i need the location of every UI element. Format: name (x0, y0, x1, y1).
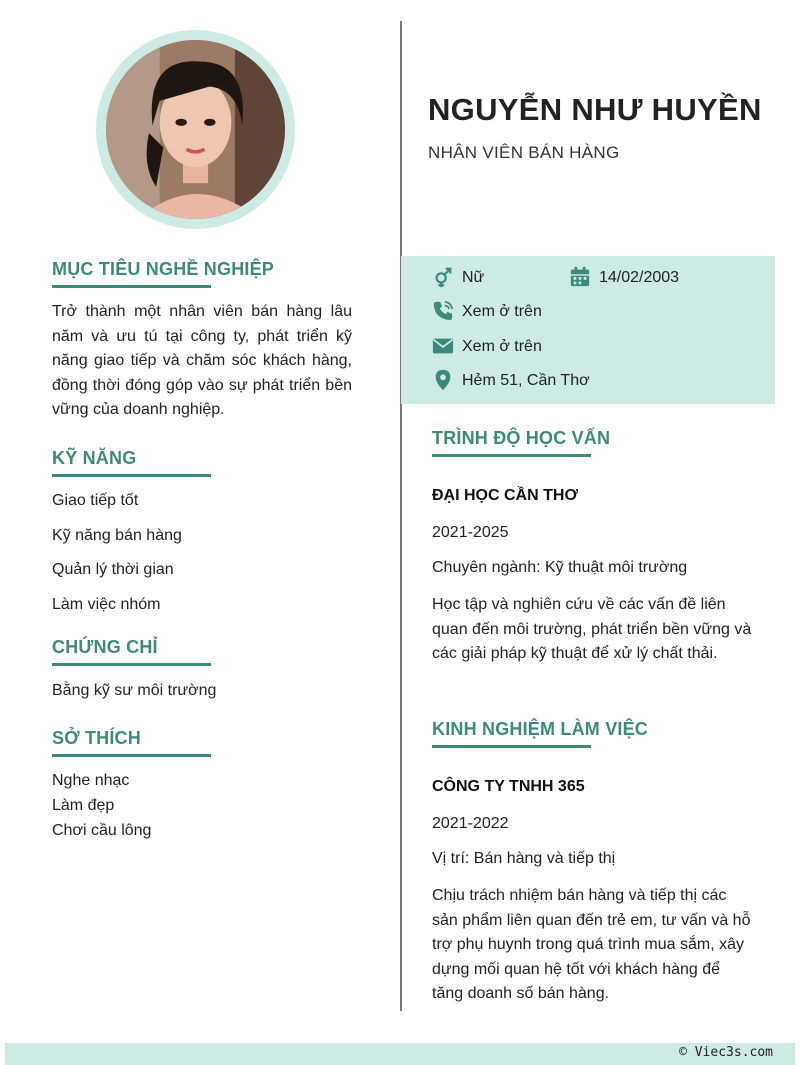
calendar-icon (569, 266, 591, 288)
hobbies-title: SỞ THÍCH (52, 728, 141, 748)
certificates-heading (52, 637, 352, 666)
candidate-role: NHÂN VIÊN BÁN HÀNG (428, 143, 620, 162)
hobbies-underline (52, 754, 211, 757)
education-period: 2021-2025 (432, 524, 509, 541)
certificates-title: CHỨNG CHỈ (52, 637, 158, 657)
skill-item: Quản lý thời gian (52, 561, 174, 578)
birthdate-value: 14/02/2003 (599, 269, 680, 286)
skill-item: Giao tiếp tốt (52, 492, 139, 509)
address-value: Hẻm 51, Cần Thơ (462, 372, 590, 389)
experience-period: 2021-2022 (432, 815, 509, 832)
avatar (106, 40, 285, 219)
contact-panel (401, 256, 775, 404)
education-heading (432, 428, 610, 457)
certificate-item: Bằng kỹ sư môi trường (52, 682, 217, 699)
education-description: Học tập và nghiên cứu về các vấn đề liên quan đến môi trường, phát triển bền vững và các giải pháp kỹ thuật để xử lý chất thải. (432, 596, 752, 663)
education-underline (432, 454, 591, 457)
objective-underline (52, 285, 211, 288)
objective-text: Trở thành một nhân viên bán hàng lâu năm và ưu tú tại công ty, phát triển kỹ năng giao tiếp và chăm sóc khách hàng, đồng thời đóng góp vào sự phát triển bền vững của doanh nghiệp. (52, 303, 352, 419)
column-divider (400, 21, 402, 1011)
education-major: Chuyên ngành: Kỹ thuật môi trường (432, 559, 688, 576)
certificates-underline (52, 663, 211, 666)
phone-value: Xem ở trên (462, 303, 542, 320)
phone-icon (432, 300, 454, 322)
gender-icon (432, 266, 454, 288)
email-value: Xem ở trên (462, 338, 542, 355)
skill-item: Làm việc nhóm (52, 596, 161, 613)
education-title: TRÌNH ĐỘ HỌC VẤN (432, 428, 611, 448)
experience-description: Chịu trách nhiệm bán hàng và tiếp thị các sản phẩm liên quan đến trẻ em, tư vấn và hỗ trợ phụ huynh trong quá trình mua sắm, xây dựng mối quan hệ tốt với khách hàng để tăng doanh số bán hàng. (432, 887, 751, 1003)
envelope-icon (432, 335, 454, 357)
experience-position: Vị trí: Bán hàng và tiếp thị (432, 850, 616, 867)
location-pin-icon (432, 369, 454, 391)
experience-heading (432, 719, 648, 748)
objective-title: MỤC TIÊU NGHỀ NGHIỆP (52, 259, 275, 279)
footer-copyright: © Viec3s.com (679, 1045, 773, 1060)
candidate-name: NGUYỄN NHƯ HUYỀN (428, 92, 762, 127)
skills-title: KỸ NĂNG (52, 448, 137, 468)
avatar-frame (96, 30, 295, 229)
skills-underline (52, 474, 211, 477)
objective-heading (52, 259, 352, 288)
experience-underline (432, 745, 591, 748)
skill-item: Kỹ năng bán hàng (52, 527, 182, 544)
hobby-item: Làm đẹp (52, 797, 115, 814)
hobby-item: Nghe nhạc (52, 772, 130, 789)
footer-bar (5, 1043, 795, 1065)
education-school: ĐẠI HỌC CẦN THƠ (432, 487, 579, 504)
experience-company: CÔNG TY TNHH 365 (432, 778, 585, 795)
hobby-item: Chơi cầu lông (52, 822, 152, 839)
gender-value: Nữ (462, 269, 485, 286)
skills-heading (52, 448, 352, 477)
experience-title: KINH NGHIỆM LÀM VIỆC (432, 719, 649, 739)
hobbies-heading (52, 728, 352, 757)
